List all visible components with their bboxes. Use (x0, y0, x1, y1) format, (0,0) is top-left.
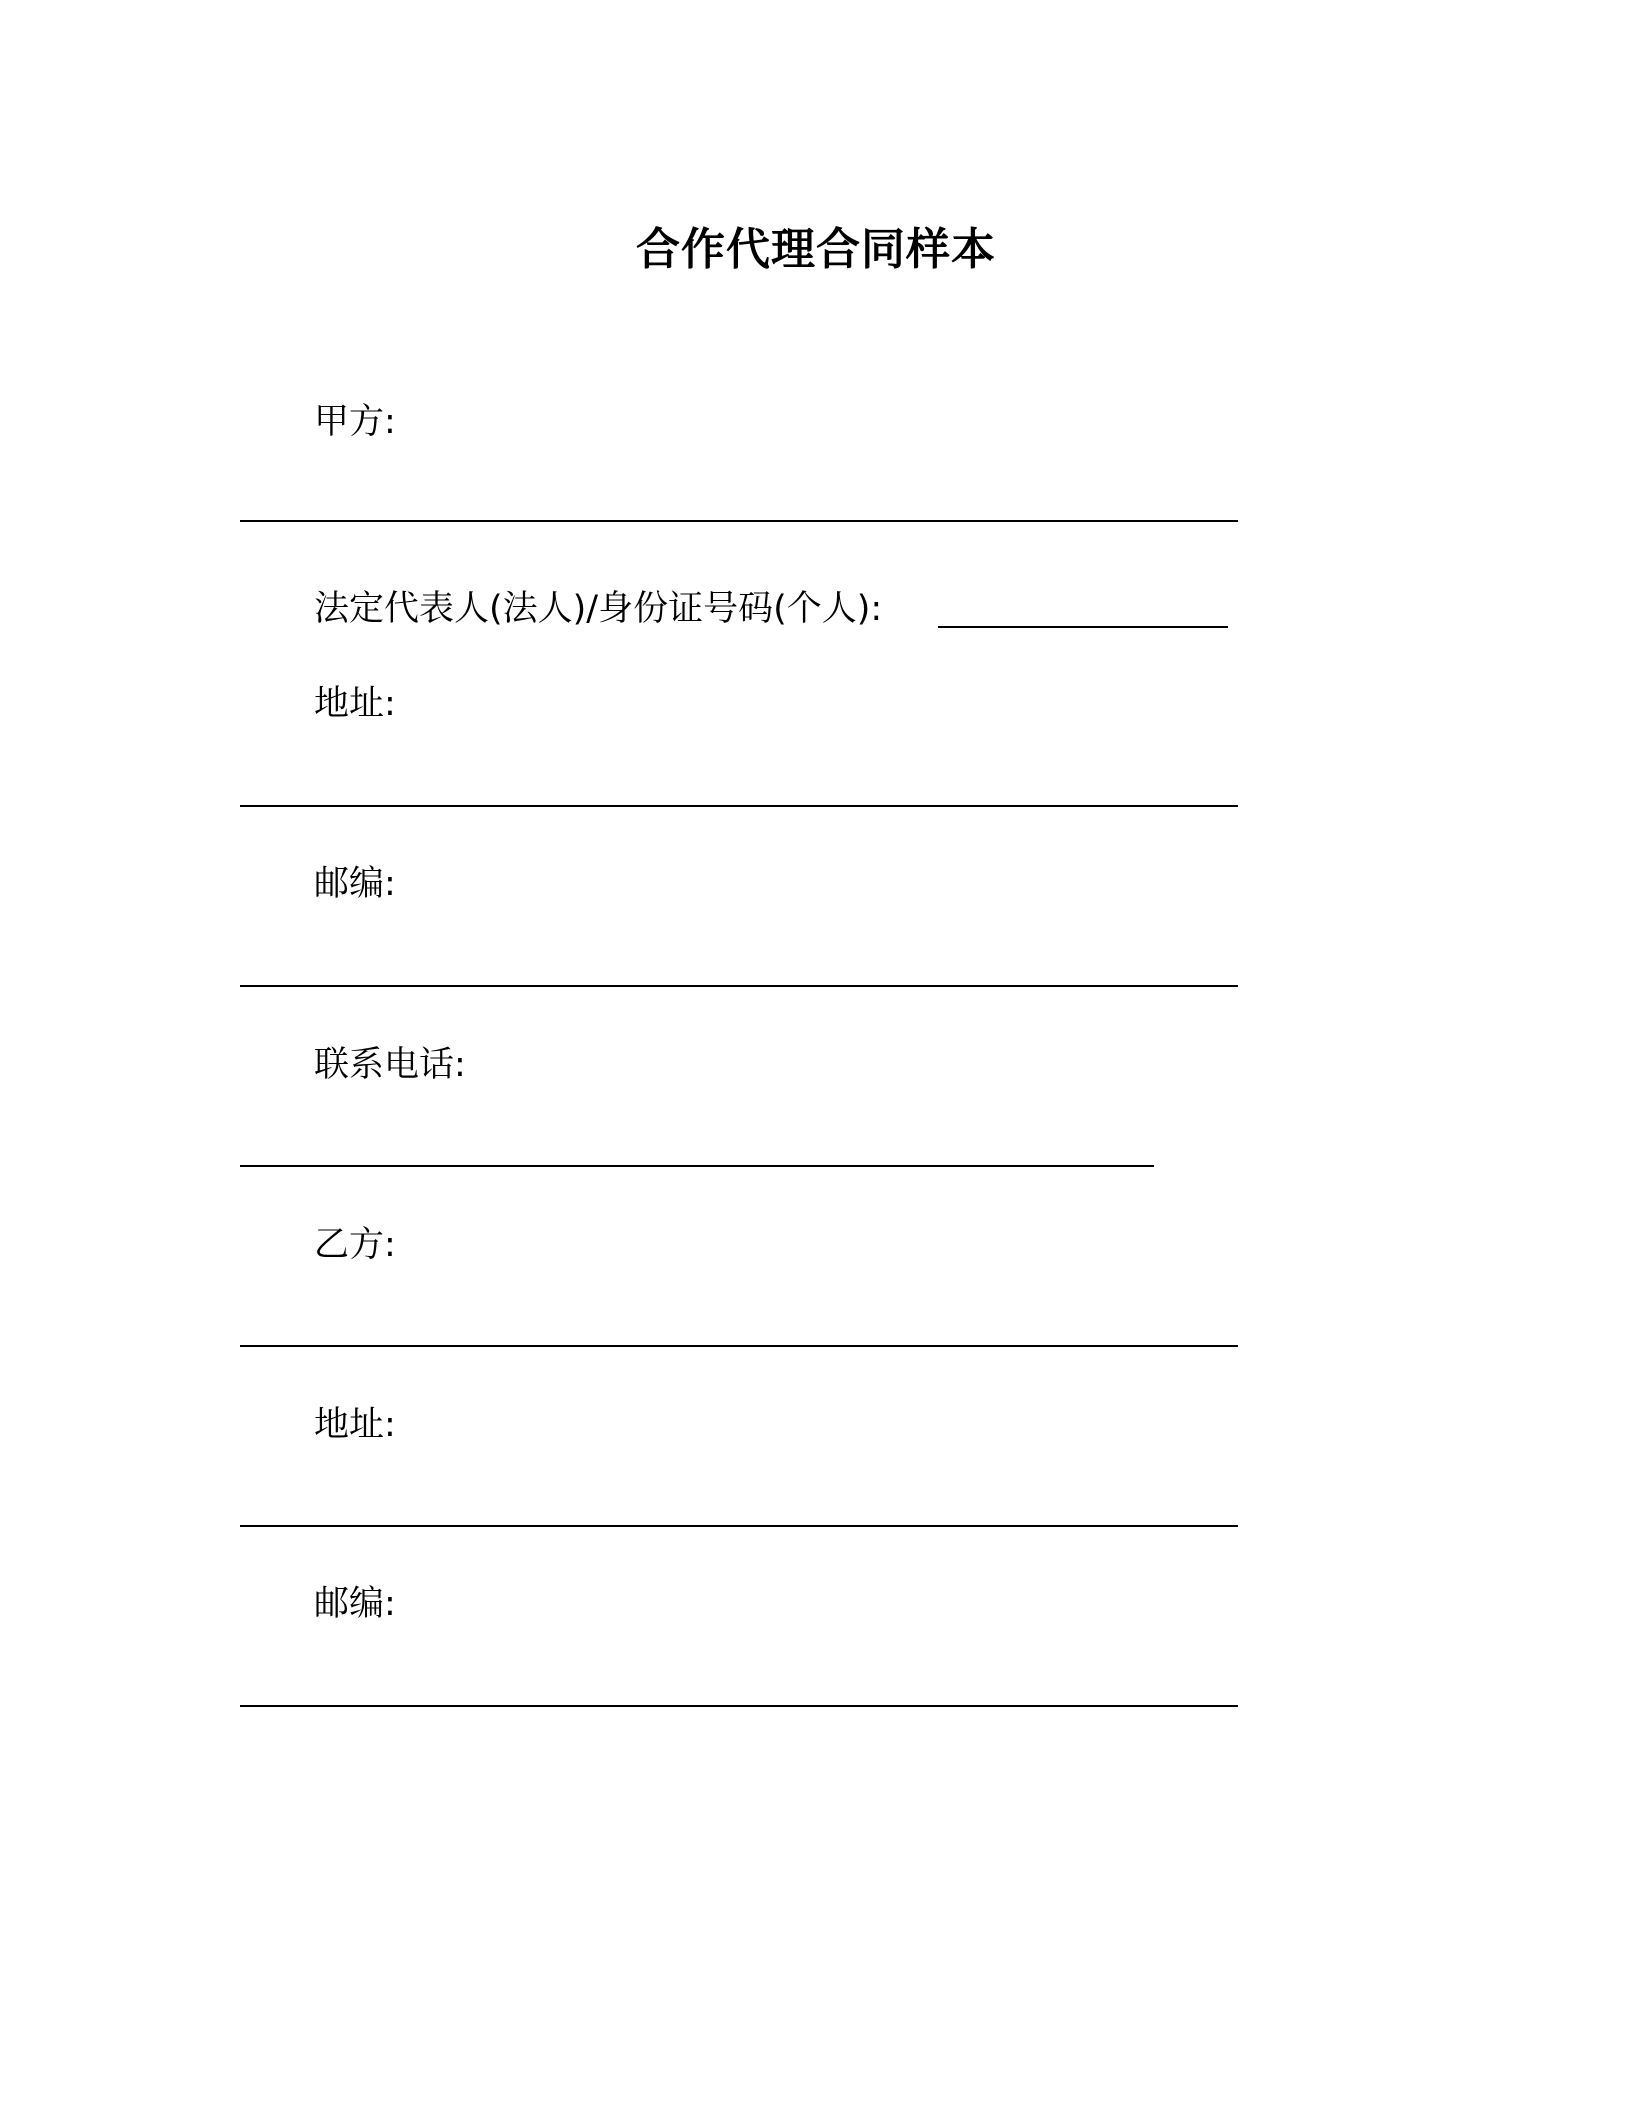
party-a-address-label: 地址: (314, 684, 396, 724)
party-b-address-blank-line (240, 1525, 1238, 1527)
party-a-blank-line (240, 520, 1238, 522)
party-b-label: 乙方: (314, 1225, 396, 1265)
party-a-postcode-blank-line (240, 985, 1238, 987)
party-a-phone-blank-line (240, 1165, 1154, 1167)
party-a-phone-label: 联系电话: (314, 1045, 466, 1085)
party-a-label: 甲方: (314, 402, 396, 442)
party-a-postcode-label: 邮编: (314, 864, 396, 904)
page-title: 合作代理合同样本 (636, 224, 996, 275)
representative-blank-line (938, 626, 1228, 628)
party-a-address-blank-line (240, 805, 1238, 807)
representative-label: 法定代表人(法人)/身份证号码(个人): (314, 589, 883, 629)
party-b-postcode-label: 邮编: (314, 1584, 396, 1624)
party-b-blank-line (240, 1345, 1238, 1347)
party-b-address-label: 地址: (314, 1405, 396, 1445)
party-b-postcode-blank-line (240, 1705, 1238, 1707)
